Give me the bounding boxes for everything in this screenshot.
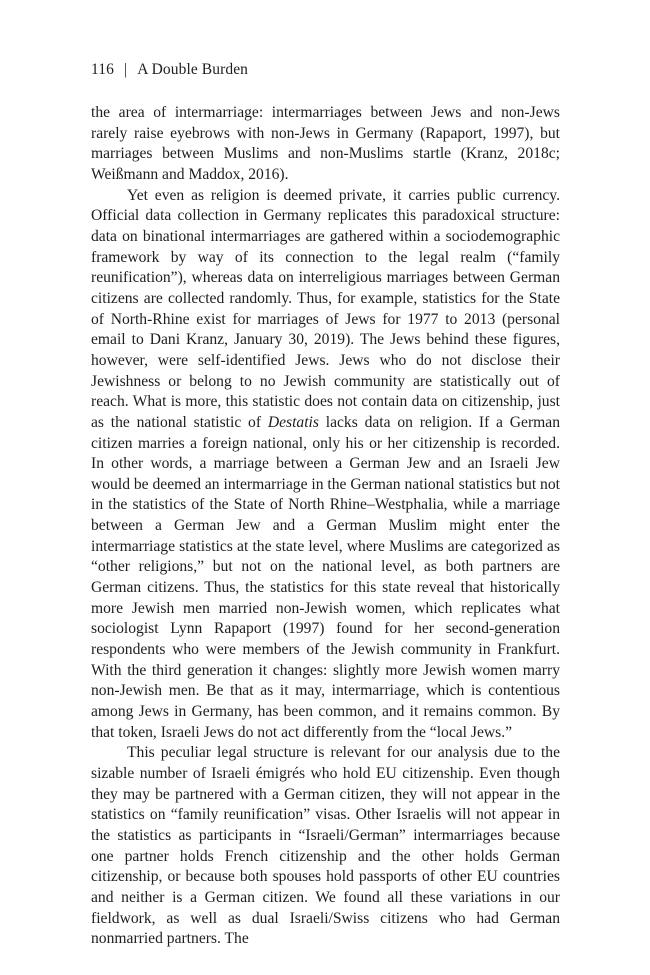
- paragraph: [91, 186, 560, 744]
- text-run: the area of intermarriage: intermarriages between Jews and non-Jews rarely raise eyebrows with non-Jews in Germany (Rapaport, 1997), but marriages between Muslims and non-Muslims startle (Kranz, 2018c; Weißmann and Maddox, 2016).: [91, 104, 560, 183]
- text-run: Yet even as religion is deemed private, it carries public currency. Official data collection in Germany replicates this paradoxical structure: data on binational intermarriages are gathered within a sociodemographic framework by way of its connection to the legal realm (“family reunification”), whereas data on interreligious marriages between German citizens are collected randomly. Thus, for example, statistics for the State of North-Rhine exist for marriages of Jews for 1977 to 2013 (personal email to Dani Kranz, January 30, 2019). The Jews behind these figures, however, were self-identified Jews. Jews who do not disclose their Jewishness or belong to no Jewish community are statistically out of reach. What is more, this statistic does not contain data on citizenship, just as the national statistic of: [91, 186, 560, 431]
- text-run: This peculiar legal structure is relevant for our analysis due to the sizable number of Israeli émigrés who hold EU citizenship. Even though they may be partnered with a German citizen, they will not appear in the statistics on “family reunification” visas. Other Israelis will not appear in the statistics as participants in “Israeli/German” intermarriages because one partner holds French citizenship and the other holds German citizenship, or because both spouses hold passports of other EU countries and neither is a German citizen. We found all these variations in our fieldwork, as well as dual Israeli/Swiss citizens who had German nonmarried partners. The: [91, 744, 560, 948]
- header-separator: |: [123, 61, 128, 78]
- book-title: A Double Burden: [137, 61, 249, 78]
- italic-term: Destatis: [267, 413, 319, 431]
- running-head: [91, 60, 248, 80]
- text-run: lacks data on religion. If a German citizen marries a foreign national, only his or her citizenship is recorded. In other words, a marriage between a German Jew and an Israeli Jew would be deemed an intermarriage in the German national statistics but not in the statistics of the State of North Rhine–Westphalia, while a marriage between a German Jew and a German Muslim might enter the intermarriage statistics at the state level, where Muslims are categorized as “other religions,” but not on the national level, as both partners are German citizens. Thus, the statistics for this state reveal that historically more Jewish men married non-Jewish women, which replicates what sociologist Lynn Rapaport (1997) found for her second-generation respondents who were members of the Jewish community in Frankfurt. With the third generation it changes: slightly more Jewish women marry non-Jewish men. Be that as it may, intermarriage, which is contentious among Jews in Germany, has been common, and it remains common. By that token, Israeli Jews do not act differently from the “local Jews.”: [91, 413, 560, 741]
- paragraph: [91, 743, 560, 950]
- paragraph: [91, 103, 560, 186]
- body-text: [91, 103, 560, 950]
- page-number: 116: [91, 61, 114, 78]
